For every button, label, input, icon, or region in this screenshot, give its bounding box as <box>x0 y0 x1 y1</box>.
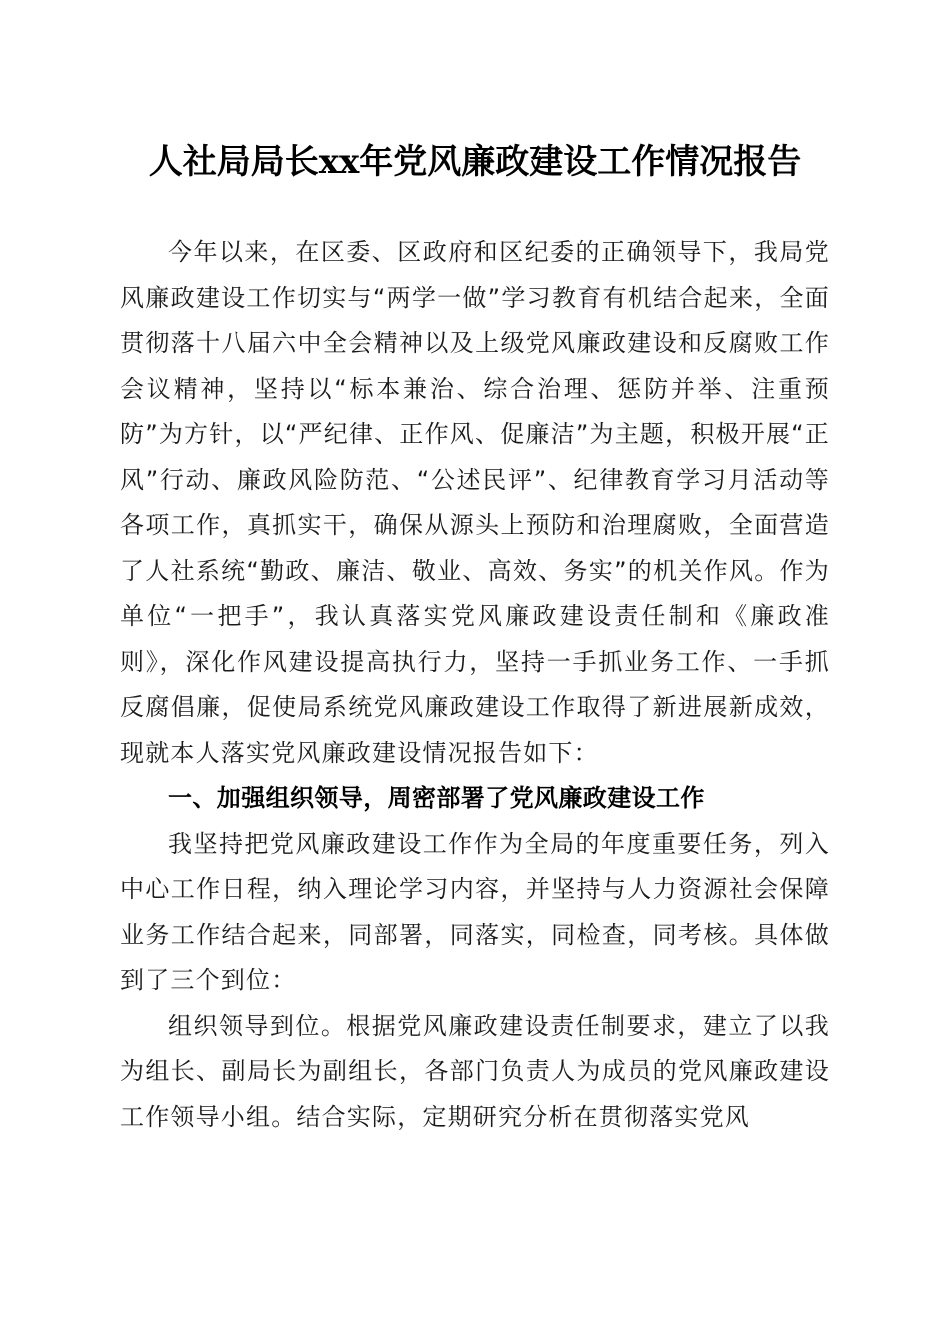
section-paragraph: 我坚持把党风廉政建设工作作为全局的年度重要任务，列入中心工作日程，纳入理论学习内容，并坚持与人力资源社会保障业务工作结合起来，同部署，同落实，同检查，同考核。具体做到了三个到位： <box>120 829 830 994</box>
document-title: 人社局局长xx年党风廉政建设工作情况报告 <box>148 142 802 182</box>
intro-paragraph: 今年以来，在区委、区政府和区纪委的正确领导下，我局党风廉政建设工作切实与“两学一做”学习教育有机结合起来，全面贯彻落十八届六中全会精神以及上级党风廉政建设和反腐败工作会议精神，坚持以“标本兼治、综合治理、惩防并举、注重预防”为方针，以“严纪律、正作风、促廉洁”为主题，积极开展“正风”行动、廉政风险防范、“公述民评”、纪律教育学习月活动等各项工作，真抓实干，确保从源头上预防和治理腐败，全面营造了人社系统“勤政、廉洁、敬业、高效、务实”的机关作风。作为单位“一把手”，我认真落实党风廉政建设责任制和《廉政准则》，深化作风建设提高执行力，坚持一手抓业务工作、一手抓反腐倡廉，促使局系统党风廉政建设工作取得了新进展新成效，现就本人落实党风廉政建设情况报告如下： <box>120 238 830 767</box>
document-body <box>120 230 830 1140</box>
section-heading: 一、加强组织领导，周密部署了党风廉政建设工作 <box>168 784 705 812</box>
organization-paragraph: 组织领导到位。根据党风廉政建设责任制要求，建立了以我为组长、副局长为副组长，各部门负责人为成员的党风廉政建设工作领导小组。结合实际，定期研究分析在贯彻落实党风 <box>120 1011 830 1131</box>
